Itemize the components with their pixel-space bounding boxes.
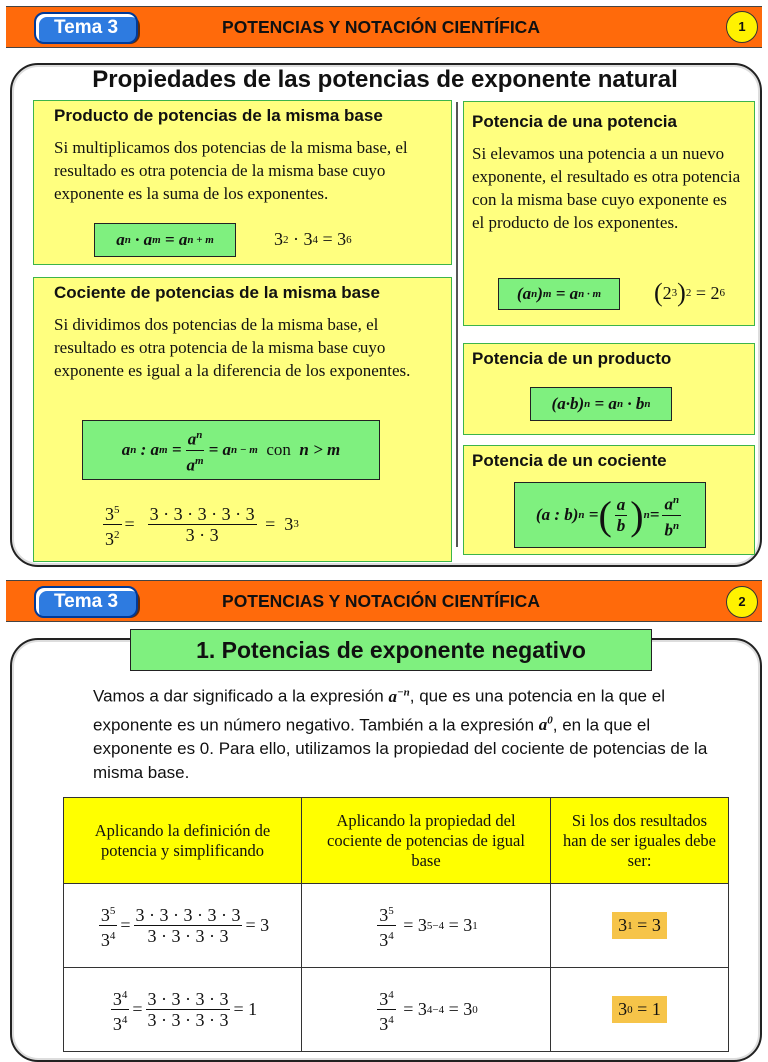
con-label: con <box>266 440 291 459</box>
table-cell: $\frac{3^5}{3^4}$ = 3 5−4 = 3 1 <box>302 884 551 968</box>
tema-tab[interactable]: Tema 3 <box>34 12 138 44</box>
quotient-text: Si dividimos dos potencias de la misma base, el resultado es otra potencia de la misma base cuyo exponente es igual a la diferencia de los exponentes. <box>54 315 411 380</box>
column-divider <box>456 102 458 547</box>
table-header-row <box>64 798 729 884</box>
power-title: Potencia de una potencia <box>472 112 677 131</box>
product-example: 3 2 · 3 4 = 3 6 <box>274 229 352 249</box>
intro-part-3: , en la que el exponente es 0. Para ello, utilizamos la propiedad del cociente de potencias de la misma base. <box>93 715 708 783</box>
power-product-title: Potencia de un producto <box>472 349 672 368</box>
page1-header <box>6 6 762 48</box>
power-box <box>463 101 755 326</box>
intro-paragraph <box>93 680 733 785</box>
section-title: 1. Potencias de exponente negativo <box>130 629 652 671</box>
page2-header <box>6 580 762 622</box>
header-cell: Aplicando la propiedad del cociente de potencias de igual base <box>302 798 551 884</box>
product-box <box>33 100 452 265</box>
quotient-box <box>33 277 452 562</box>
page1-title: Propiedades de las potencias de exponente natural <box>92 66 678 93</box>
power-product-formula: (a·b) n = a n · b n <box>530 387 672 421</box>
table-cell: $\frac{3^4}{3^4}$ = $\frac{3 \cdot 3 \cdot 3 \cdot 3}{3 \cdot 3 \cdot 3 \cdot 3}$ = 1 <box>64 968 302 1052</box>
intro-part-2: , que es una potencia en la que el exponente es un número negativo. También a la expresión <box>93 686 665 735</box>
power-formula: (a n ) m = a n · m <box>498 278 620 310</box>
product-formula: a n · a m = a n + m <box>94 223 236 257</box>
header-title: POTENCIAS Y NOTACIÓN CIENTÍFICA <box>222 17 540 37</box>
header-cell: Si los dos resultados han de ser iguales debe ser: <box>551 798 729 884</box>
table-cell: 3 1 = 3 <box>551 884 729 968</box>
intro-part-1: Vamos a dar significado a la expresión <box>93 686 389 706</box>
table-cell: 3 0 = 1 <box>551 968 729 1052</box>
product-title: Producto de potencias de la misma base <box>54 106 383 125</box>
power-product-box <box>463 343 755 435</box>
quotient-title: Cociente de potencias de la misma base <box>54 283 380 302</box>
table-cell: $\frac{3^5}{3^4}$ = $\frac{3 \cdot 3 \cdot 3 \cdot 3 \cdot 3}{3 \cdot 3 \cdot 3 \cdot 3}$ = 3 <box>64 884 302 968</box>
header-cell: Aplicando la definición de potencia y simplificando <box>64 798 302 884</box>
table-row <box>64 884 729 968</box>
tema-tab[interactable]: Tema 3 <box>34 586 138 618</box>
quotient-formula: a n : a m = $\frac{a^n}{a^m}$ = a n − m con n > m <box>82 420 380 480</box>
power-quotient-title: Potencia de un cociente <box>472 451 667 470</box>
power-quotient-formula: (a : b) n = ( $\frac{a}{b}$ ) n = $\frac{a^n}{b^n}$ <box>514 482 706 548</box>
quotient-example: $\frac{3^5}{3^2}$ = $\frac{3 \cdot 3 \cdot 3 \cdot 3 \cdot 3}{3 \cdot 3}$ = 3 3 <box>100 496 299 552</box>
product-text: Si multiplicamos dos potencias de la misma base, el resultado es otra potencia de la misma base cuyo exponente es la suma de los exponentes. <box>54 138 408 203</box>
expr-zero: $a^0$ <box>538 714 553 735</box>
power-quotient-box <box>463 445 755 555</box>
power-example: ( 2 3 ) 2 = 2 6 <box>654 278 725 307</box>
comparison-table <box>63 797 729 1052</box>
table-row <box>64 968 729 1052</box>
header-title: POTENCIAS Y NOTACIÓN CIENTÍFICA <box>222 591 540 611</box>
page-number-badge: 2 <box>726 586 758 618</box>
page-number-badge: 1 <box>726 11 758 43</box>
table-cell: $\frac{3^4}{3^4}$ = 3 4−4 = 3 0 <box>302 968 551 1052</box>
power-text: Si elevamos una potencia a un nuevo exponente, el resultado es otra potencia con la misma base cuyo exponente es el producto de los exponentes. <box>472 144 741 232</box>
expr-negative: $a^{-n}$ <box>388 686 410 706</box>
